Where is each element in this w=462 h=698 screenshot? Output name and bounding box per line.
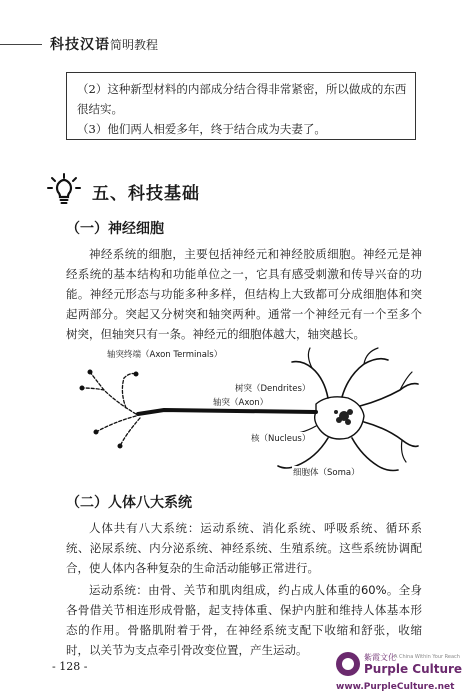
neuron-diagram <box>66 342 422 482</box>
neuron-drawing <box>66 342 422 482</box>
section-heading <box>46 172 406 208</box>
watermark-tagline: A China Within Your Reach <box>394 654 460 660</box>
label-axon: 轴突（Axon） <box>213 398 269 408</box>
book-title <box>50 34 158 54</box>
exercise-box <box>66 72 416 140</box>
lightbulb-icon <box>46 172 82 208</box>
subsection-title-neurons: （一）神经细胞 <box>66 221 164 237</box>
paragraph-neurons: 神经系统的细胞，主要包括神经元和神经胶质细胞。神经元是神经系统的基本结构和功能单位之一，它具有感受刺激和传导兴奋的功能。神经元形态与功能多种多样，但结构上大致都可分成细胞体和突起两部分。突起又分树突和轴突两种。通常一个神经元有一个至多个树突，但轴突只有一条。神经元的细胞体越大，轴突越长。 <box>66 247 422 341</box>
exercise-item-3: （3）他们两人相爱多年，终于结合成为夫妻了。 <box>77 122 326 136</box>
running-header <box>0 34 450 54</box>
header-rule <box>0 44 42 45</box>
label-soma: 细胞体（Soma） <box>293 468 360 478</box>
paragraph-motor-system: 运动系统：由骨、关节和肌肉组成，约占成人体重的60%。全身各骨借关节相连形成骨骼，起支持体重、保护内脏和维持人体基本形态的作用。骨骼肌附着于骨，在神经系统支配下收缩和舒张，收缩时，以关节为支点牵引骨改变位置，产生运动。 <box>66 583 422 657</box>
watermark <box>332 650 462 696</box>
label-dendrites: 树突（Dendrites） <box>235 384 311 394</box>
book-title-main: 科技汉语 <box>50 37 110 53</box>
watermark-url: www.PurpleCulture.net <box>336 682 455 692</box>
watermark-brand: Purple Culture <box>364 662 462 676</box>
watermark-chinese: 紫霞文化 <box>364 653 396 662</box>
page-number: - 128 - <box>52 660 88 673</box>
label-axon-terminals: 轴突终端（Axon Terminals） <box>107 350 223 360</box>
exercise-item-2: （2）这种新型材料的内部成分结合得非常紧密，所以做成的东西很结实。 <box>77 82 407 116</box>
paragraph-body-systems: 人体共有八大系统：运动系统、消化系统、呼吸系统、循环系统、泌尿系统、内分泌系统、神经系统、生殖系统。这些系统协调配合，使人体内各种复杂的生命活动能够正常进行。 <box>66 521 422 575</box>
subsection-title-body-systems: （二）人体八大系统 <box>66 495 192 511</box>
watermark-logo-icon <box>336 652 360 676</box>
section-title: 五、科技基础 <box>92 184 200 204</box>
label-nucleus: 核（Nucleus） <box>251 434 311 444</box>
book-title-sub: 简明教程 <box>110 38 159 52</box>
